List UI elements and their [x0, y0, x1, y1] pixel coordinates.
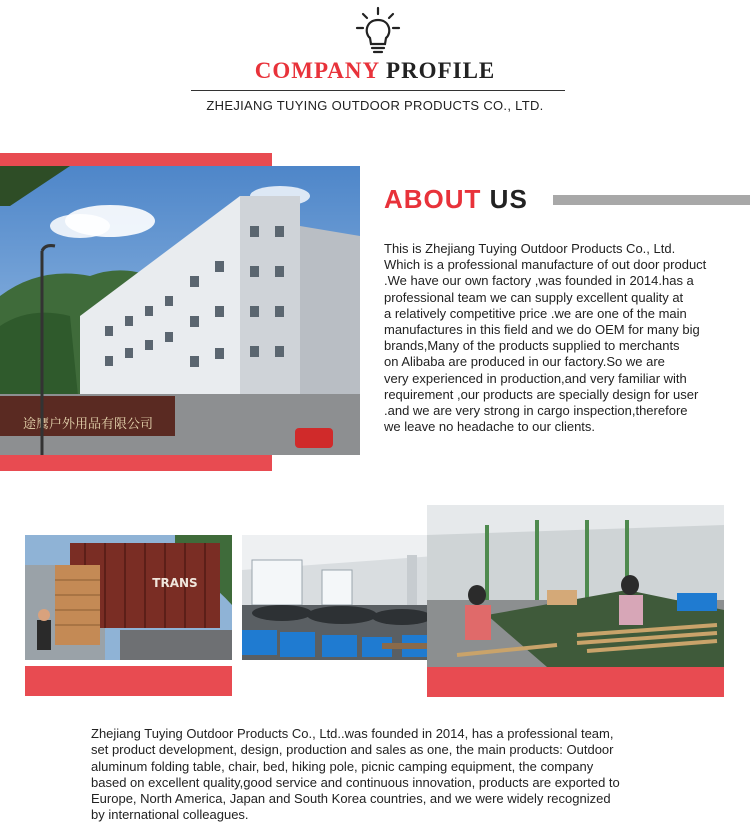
warehouse-interior-photo [242, 535, 449, 660]
company-name-subtitle: ZHEJIANG TUYING OUTDOOR PRODUCTS CO., LTD. [206, 98, 544, 113]
title-black-word: PROFILE [386, 58, 496, 83]
gray-accent-bar [553, 195, 750, 205]
page-title [0, 58, 750, 84]
description-line: aluminum folding table, chair, bed, hiking pole, picnic camping equipment, the company [91, 758, 594, 774]
description-line: Europe, North America, Japan and South Korea countries, and we were widely recognized [91, 791, 611, 807]
lightbulb-icon [354, 6, 402, 58]
container-loading-photo [25, 535, 232, 660]
about-line: This is Zhejiang Tuying Outdoor Products Co., Ltd. [384, 241, 676, 256]
about-line: a relatively competitive price .we are one of the main [384, 305, 687, 321]
red-accent-bar [427, 667, 724, 697]
description-line: based on excellent quality,good service and continuous innovation, products are exported to [91, 774, 620, 790]
about-line: very experienced in production,and very familiar with [384, 370, 687, 386]
building-sign-text: 途鹰户外用品有限公司 [22, 417, 154, 432]
about-us-heading [384, 184, 528, 215]
about-line: Which is a professional manufacture of out door product [384, 257, 707, 273]
about-line: professional team we can supply excellent quality at [384, 289, 684, 305]
production-line-photo [427, 505, 724, 667]
about-line: requirement ,our products are specially design for user [384, 386, 699, 402]
about-line: we leave no headache to our clients. [384, 419, 596, 435]
about-black-word: US [489, 184, 528, 214]
about-line: on Alibaba are produced in our factory.So we are [384, 354, 665, 370]
factory-building-photo [0, 166, 360, 455]
description-line: set product development, design, production and sales as one, the main products: Outdoor [91, 742, 614, 758]
description-line: Zhejiang Tuying Outdoor Products Co., Ltd..was founded in 2014, has a professional team, [91, 726, 614, 741]
about-line: manufactures in this field and we do OEM for many big [384, 322, 700, 338]
description-line: by international colleagues. [91, 807, 249, 823]
about-line: .We have our own factory ,was founded in 2014.has a [384, 273, 694, 289]
red-accent-bar [0, 153, 272, 166]
about-paragraph [384, 241, 744, 435]
container-text: TRANS [152, 576, 198, 590]
about-line: .and we are very strong in cargo inspection,therefore [384, 403, 688, 419]
red-accent-bar [25, 666, 232, 696]
company-description [91, 726, 691, 824]
about-line: brands,Many of the products supplied to merchants [384, 338, 680, 354]
title-red-word: COMPANY [254, 58, 380, 83]
title-divider [191, 90, 565, 91]
red-accent-bar [0, 455, 272, 471]
about-red-word: ABOUT [384, 184, 482, 214]
